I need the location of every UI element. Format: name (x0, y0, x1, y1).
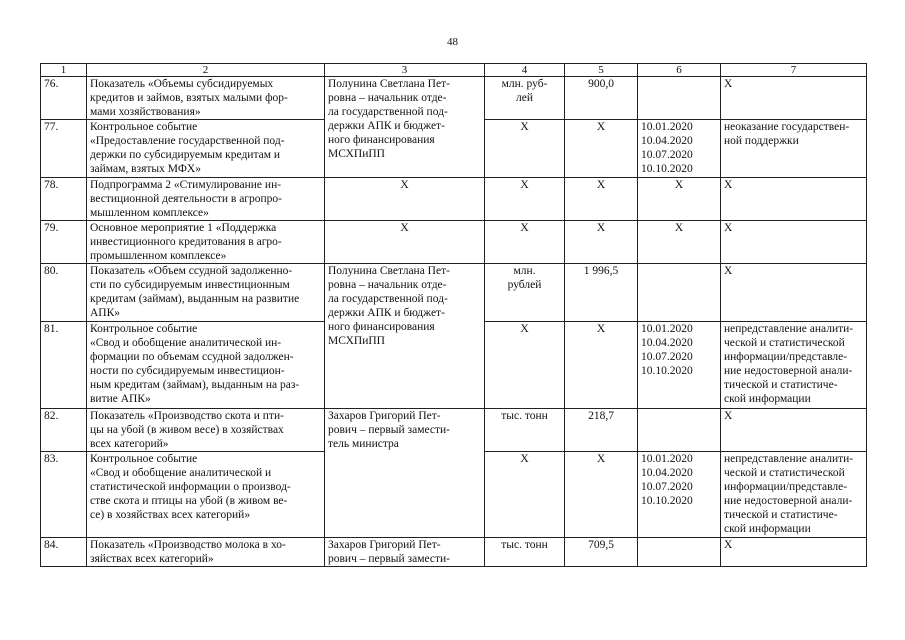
unit-cell (485, 409, 565, 452)
text-line: рублей (507, 279, 542, 291)
dates-cell (638, 452, 721, 538)
note-cell (721, 77, 867, 120)
text-line: тель министра (328, 438, 399, 450)
item-name (87, 77, 325, 120)
page-number: 48 (447, 36, 458, 48)
row-number: 77. (41, 120, 87, 178)
value-cell: 900,0 (565, 77, 638, 120)
text-line: се) в хозяйствах всех категорий» (90, 509, 251, 521)
text-line: информации/представле- (724, 351, 848, 363)
unit-cell (485, 178, 565, 221)
unit-cell (485, 221, 565, 264)
column-number-row (41, 64, 867, 77)
text-line: Х (400, 179, 409, 191)
text-line: ской информации (724, 393, 811, 405)
text-line: ческой и статистической (724, 467, 845, 479)
text-line: ровна – начальник отде- (328, 92, 447, 104)
text-line: Основное мероприятие 1 «Поддержка (90, 222, 277, 234)
text-line: МСХПиПП (328, 148, 385, 160)
text-line: ной поддержки (724, 135, 799, 147)
responsible-person (325, 77, 485, 178)
text-line: «Предоставление государственной под- (90, 135, 285, 147)
text-line: ности по субсидируемым инвестицион- (90, 365, 285, 377)
item-name (87, 452, 325, 538)
unit-cell (485, 322, 565, 409)
column-number: 5 (565, 64, 638, 77)
value-cell: Х (565, 452, 638, 538)
table-row (41, 538, 867, 567)
text-line: Х (724, 179, 733, 191)
table-row (41, 264, 867, 322)
text-line: Захаров Григорий Пет- (328, 539, 441, 551)
row-number: 81. (41, 322, 87, 409)
text-line: Х (724, 410, 733, 422)
text-line: промышленном комплексе» (90, 250, 227, 262)
text-line: 10.04.2020 (641, 467, 693, 479)
text-line: 10.01.2020 (641, 121, 693, 133)
text-line: цы на убой (в живом весе) в хозяйствах (90, 424, 284, 436)
text-line: сти по субсидируемым инвестиционным (90, 279, 290, 291)
text-line: ние недостоверной анали- (724, 365, 853, 377)
dates-cell (638, 538, 721, 567)
text-line: Подпрограмма 2 «Стимулирование ин- (90, 179, 282, 191)
unit-cell (485, 452, 565, 538)
text-line: информации/представле- (724, 481, 848, 493)
row-number: 83. (41, 452, 87, 538)
text-line: Показатель «Объемы субсидируемых (90, 78, 274, 90)
note-cell (721, 322, 867, 409)
text-line: 10.04.2020 (641, 337, 693, 349)
text-line: ного финансирования (328, 321, 435, 333)
note-cell (721, 264, 867, 322)
text-line: мами хозяйствования» (90, 106, 201, 118)
text-line: формации по объемам ссудной задолжен- (90, 351, 294, 363)
item-name (87, 409, 325, 452)
text-line: инвестиционного кредитования в агро- (90, 236, 282, 248)
dates-cell (638, 77, 721, 120)
text-line: непредставление аналити- (724, 323, 854, 335)
text-line: тической и статистиче- (724, 509, 838, 521)
item-name (87, 120, 325, 178)
column-number: 3 (325, 64, 485, 77)
text-line: статистической информации о производ- (90, 481, 291, 493)
text-line: рович – первый замести- (328, 553, 450, 565)
unit-cell (485, 538, 565, 567)
row-number: 82. (41, 409, 87, 452)
text-line: держки по субсидируемым кредитам и (90, 149, 281, 161)
column-number: 1 (41, 64, 87, 77)
column-number: 6 (638, 64, 721, 77)
column-number: 2 (87, 64, 325, 77)
text-line: Контрольное событие (90, 453, 198, 465)
text-line: Захаров Григорий Пет- (328, 410, 441, 422)
text-line: неоказание государствен- (724, 121, 850, 133)
text-line: непредставление аналити- (724, 453, 854, 465)
dates-cell (638, 409, 721, 452)
responsible-person (325, 264, 485, 409)
unit-cell (485, 264, 565, 322)
text-line: 10.07.2020 (641, 149, 693, 161)
text-line: лей (516, 92, 533, 104)
unit-cell (485, 120, 565, 178)
text-line: Показатель «Производство скота и пти- (90, 410, 284, 422)
row-number: 78. (41, 178, 87, 221)
text-line: держки АПК и бюджет- (328, 120, 445, 132)
text-line: ровна – начальник отде- (328, 279, 447, 291)
column-number: 4 (485, 64, 565, 77)
value-cell: 218,7 (565, 409, 638, 452)
text-line: тыс. тонн (501, 539, 548, 551)
row-number: 84. (41, 538, 87, 567)
text-line: ным кредитам (займам), выданным на раз- (90, 379, 300, 391)
text-line: Х (520, 179, 529, 191)
item-name (87, 322, 325, 409)
text-line: 10.10.2020 (641, 495, 693, 507)
text-line: займам, взятых МФХ» (90, 163, 201, 175)
dates-cell (638, 178, 721, 221)
row-number: 80. (41, 264, 87, 322)
text-line: Показатель «Производство молока в хо- (90, 539, 286, 551)
dates-cell (638, 264, 721, 322)
responsible-cell (325, 178, 485, 221)
text-line: витие АПК» (90, 393, 151, 405)
text-line: 10.10.2020 (641, 163, 693, 175)
text-line: 10.04.2020 (641, 135, 693, 147)
document-table (40, 63, 867, 567)
text-line: ние недостоверной анали- (724, 495, 853, 507)
column-number: 7 (721, 64, 867, 77)
text-line: Контрольное событие (90, 323, 198, 335)
note-cell (721, 178, 867, 221)
text-line: Х (520, 121, 529, 133)
text-line: 10.07.2020 (641, 351, 693, 363)
text-line: Х (724, 222, 733, 234)
note-cell (721, 221, 867, 264)
value-cell: Х (565, 120, 638, 178)
text-line: ческой и статистической (724, 337, 845, 349)
text-line: зяйствах всех категорий» (90, 553, 214, 565)
text-line: кредитов и займов, взятых малыми фор- (90, 92, 288, 104)
note-cell (721, 120, 867, 178)
text-line: млн. (513, 265, 536, 277)
value-cell: 709,5 (565, 538, 638, 567)
item-name (87, 178, 325, 221)
text-line: ного финансирования (328, 134, 435, 146)
note-cell (721, 409, 867, 452)
table-row (41, 409, 867, 452)
value-cell: Х (565, 221, 638, 264)
text-line: кредитам (займам), выданным на развитие (90, 293, 300, 305)
dates-cell (638, 120, 721, 178)
text-line: ской информации (724, 523, 811, 535)
text-line: Х (520, 323, 529, 335)
text-line: вестиционной деятельности в агропро- (90, 193, 283, 205)
text-line: 10.01.2020 (641, 453, 693, 465)
item-name (87, 221, 325, 264)
text-line: 10.01.2020 (641, 323, 693, 335)
table-row (41, 77, 867, 120)
dates-cell (638, 322, 721, 409)
text-line: Х (724, 539, 733, 551)
text-line: «Свод и обобщение аналитической и (90, 467, 272, 479)
text-line: 10.10.2020 (641, 365, 693, 377)
text-line: «Свод и обобщение аналитической ин- (90, 337, 282, 349)
text-line: держки АПК и бюджет- (328, 307, 445, 319)
table-row (41, 221, 867, 264)
text-line: млн. руб- (501, 78, 548, 90)
text-line: Полунина Светлана Пет- (328, 265, 450, 277)
dates-cell (638, 221, 721, 264)
item-name (87, 538, 325, 567)
table-row (41, 178, 867, 221)
responsible-person (325, 538, 485, 567)
text-line: Х (674, 222, 684, 234)
text-line: Х (520, 453, 529, 465)
text-line: ла государственной под- (328, 293, 448, 305)
row-number: 79. (41, 221, 87, 264)
text-line: мышленном комплексе» (90, 207, 209, 219)
text-line: стве скота и птицы на убой (в живом ве- (90, 495, 288, 507)
text-line: ла государственной под- (328, 106, 448, 118)
text-line: Контрольное событие (90, 121, 198, 133)
text-line: тыс. тонн (501, 410, 548, 422)
value-cell: Х (565, 178, 638, 221)
text-line: 10.07.2020 (641, 481, 693, 493)
text-line: рович – первый замести- (328, 424, 450, 436)
note-cell (721, 452, 867, 538)
text-line: АПК» (90, 307, 121, 319)
item-name (87, 264, 325, 322)
text-line: Х (674, 179, 684, 191)
note-cell (721, 538, 867, 567)
text-line: Х (400, 222, 409, 234)
responsible-cell (325, 221, 485, 264)
unit-cell (485, 77, 565, 120)
text-line: МСХПиПП (328, 335, 385, 347)
value-cell: 1 996,5 (565, 264, 638, 322)
text-line: Полунина Светлана Пет- (328, 78, 450, 90)
text-line: Х (724, 265, 733, 277)
text-line: Х (724, 78, 733, 90)
text-line: Показатель «Объем ссудной задолженно- (90, 265, 293, 277)
responsible-person (325, 409, 485, 538)
text-line: Х (520, 222, 529, 234)
text-line: тической и статистиче- (724, 379, 838, 391)
value-cell: Х (565, 322, 638, 409)
row-number: 76. (41, 77, 87, 120)
text-line: всех категорий» (90, 438, 169, 450)
